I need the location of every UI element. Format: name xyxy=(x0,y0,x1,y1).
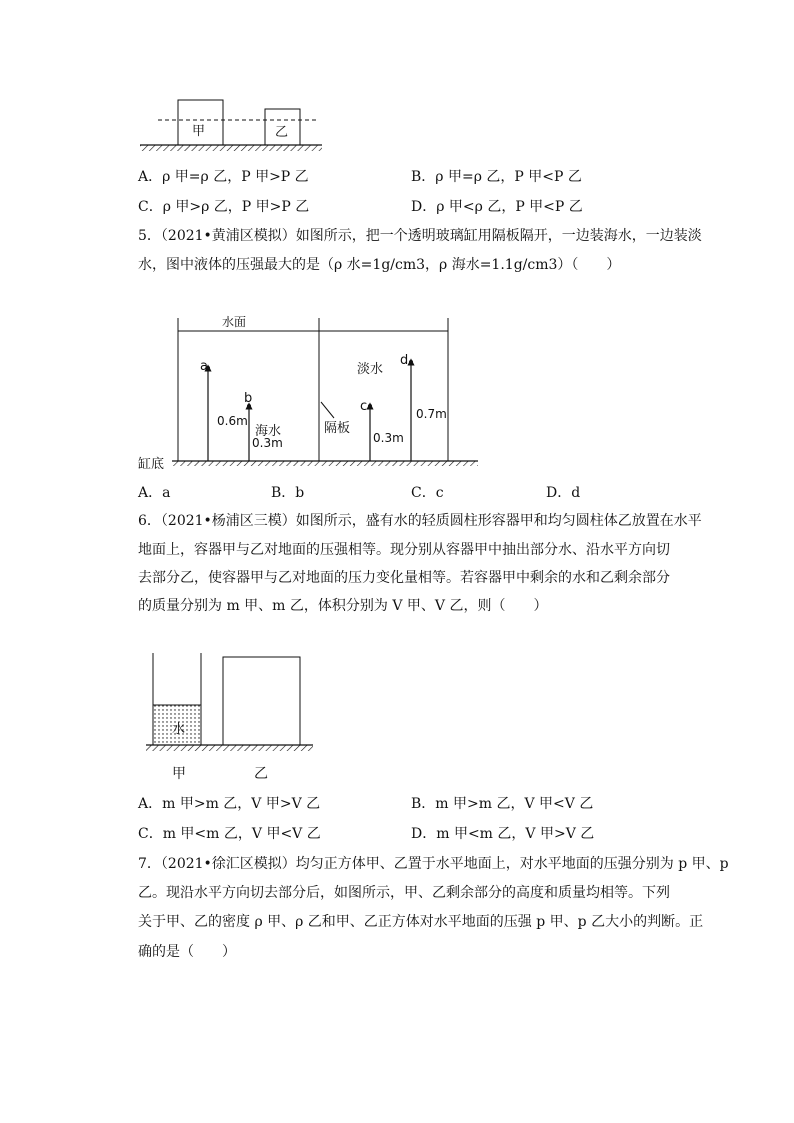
q5-figure xyxy=(138,310,488,475)
label-point-a: a xyxy=(200,359,208,374)
q6-option-a: A．m 甲>m 乙，V 甲>V 乙 xyxy=(138,796,321,812)
label-point-b: b xyxy=(244,391,253,406)
q6-stem-line4: 的质量分别为 m 甲、m 乙，体积分别为 V 甲、V 乙，则（ ） xyxy=(138,598,548,614)
q6-stem-line1: 6．（2021•杨浦区三模）如图所示，盛有水的轻质圆柱形容器甲和均匀圆柱体乙放置在水平 xyxy=(138,513,702,529)
label-sea-water: 海水 xyxy=(255,424,282,439)
q6-figure xyxy=(138,645,318,785)
label-point-c: c xyxy=(360,399,368,414)
block-b-label: 乙 xyxy=(275,125,289,140)
q7-stem-line4: 确的是（ ） xyxy=(138,944,236,960)
label-point-d: d xyxy=(400,353,409,368)
label-fresh-water: 淡水 xyxy=(357,362,384,377)
q7-stem-line3: 关于甲、乙的密度 ρ 甲、ρ 乙和甲、乙正方体对水平地面的压强 p 甲、p 乙大小的判断。正 xyxy=(138,914,704,930)
label-height-b: 0.3m xyxy=(252,436,283,450)
q4-option-c: C．ρ 甲>ρ 乙，P 甲>P 乙 xyxy=(138,199,310,215)
label-height-d: 0.7m xyxy=(416,407,447,421)
q4-figure xyxy=(130,92,330,156)
label-water: 水 xyxy=(172,722,186,737)
q5-stem-line2: 水，图中液体的压强最大的是（ρ 水=1g/cm3，ρ 海水=1.1g/cm3）（ ） xyxy=(138,257,621,273)
q6-option-b: B．m 甲>m 乙，V 甲<V 乙 xyxy=(411,796,594,812)
q4-option-b: B．ρ 甲=ρ 乙，P 甲<P 乙 xyxy=(411,169,582,185)
q6-option-c: C．m 甲<m 乙，V 甲<V 乙 xyxy=(138,826,321,842)
label-height-c: 0.3m xyxy=(373,431,404,445)
q4-option-a: A．ρ 甲=ρ 乙，P 甲>P 乙 xyxy=(138,169,309,185)
point-c-dot xyxy=(368,404,372,408)
label-tank-bottom: 缸底 xyxy=(138,457,165,472)
q5-stem-line1: 5．（2021•黄浦区模拟）如图所示，把一个透明玻璃缸用隔板隔开，一边装海水，一边装淡 xyxy=(138,228,702,244)
q6-stem-line3: 去部分乙，使容器甲与乙对地面的压力变化量相等。若容器甲中剩余的水和乙剩余部分 xyxy=(138,570,670,586)
label-water-surface: 水面 xyxy=(222,315,247,329)
label-height-a: 0.6m xyxy=(217,414,248,428)
q6-option-d: D．m 甲<m 乙，V 甲>V 乙 xyxy=(411,826,595,842)
block-a-label: 甲 xyxy=(192,124,206,139)
ground-hatch-q6 xyxy=(146,745,313,751)
q7-stem-line1: 7．（2021•徐汇区模拟）均匀正方体甲、乙置于水平地面上，对水平地面的压强分别为 p 甲、p xyxy=(138,856,729,872)
q5-option-c: C．c xyxy=(411,485,444,501)
cylinder-b xyxy=(223,657,300,745)
q6-stem-line2: 地面上，容器甲与乙对地面的压强相等。现分别从容器甲中抽出部分水、沿水平方向切 xyxy=(138,542,670,558)
q5-option-d: D．d xyxy=(546,485,581,501)
q4-option-d: D．ρ 甲<ρ 乙，P 甲<P 乙 xyxy=(411,199,583,215)
label-partition: 隔板 xyxy=(324,421,351,436)
bottom-hatch xyxy=(172,461,478,466)
q5-option-b: B．b xyxy=(271,485,305,501)
label-container-a: 甲 xyxy=(172,766,186,782)
q5-option-a: A．a xyxy=(138,485,171,501)
label-cylinder-b: 乙 xyxy=(254,766,268,782)
q7-stem-line2: 乙。现沿水平方向切去部分后，如图所示，甲、乙剩余部分的高度和质量均相等。下列 xyxy=(138,885,670,901)
ground-hatch xyxy=(140,145,322,151)
partition-leader xyxy=(321,402,334,418)
point-d-dot xyxy=(409,360,413,364)
